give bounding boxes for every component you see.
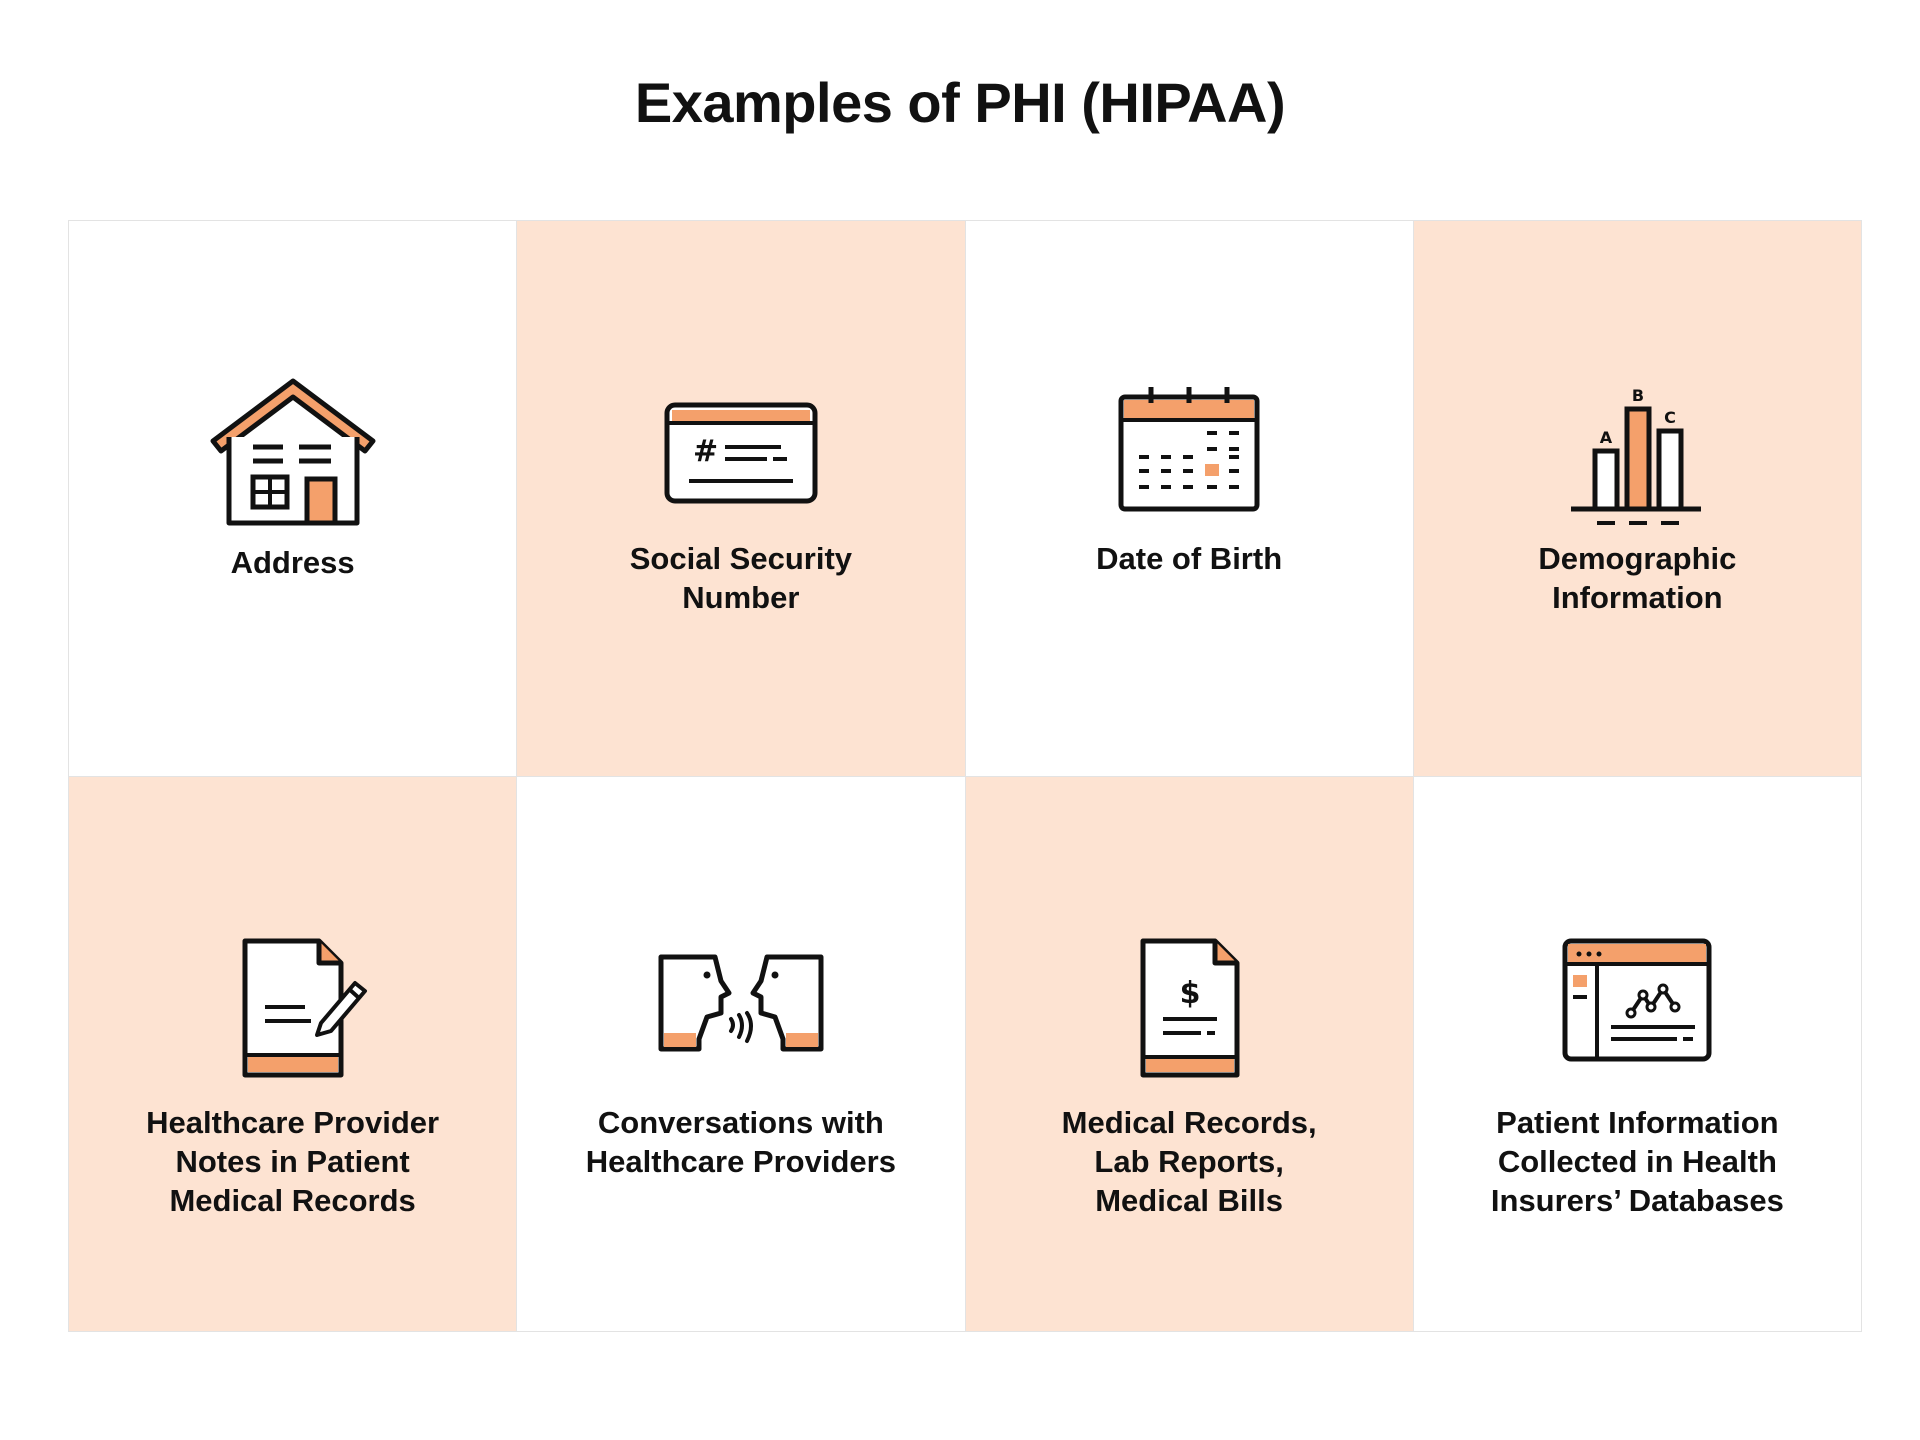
bar-label-a: A xyxy=(1600,428,1613,447)
phi-label: Address xyxy=(230,545,355,580)
phi-tile-demographic-information xyxy=(1414,221,1862,777)
phi-tile-healthcare-provider-notes xyxy=(69,777,517,1333)
database-window-icon xyxy=(1537,927,1737,1087)
phi-tile-conversations xyxy=(517,777,965,1333)
phi-label: Conversations with Healthcare Providers xyxy=(585,1104,896,1179)
phi-examples-grid xyxy=(68,220,1862,1332)
phi-label: Medical Records, Lab Reports, Medical Bills xyxy=(1061,1104,1317,1218)
conversation-heads-icon xyxy=(641,927,841,1087)
bar-chart-icon xyxy=(1537,371,1737,531)
phi-label: Healthcare Provider Notes in Patient Medical Records xyxy=(146,1104,440,1218)
calendar-icon xyxy=(1089,371,1289,531)
phi-tile-insurer-databases xyxy=(1414,777,1862,1333)
bar-label-c: C xyxy=(1664,408,1677,427)
phi-label: Date of Birth xyxy=(1096,541,1283,576)
phi-label: Demographic Information xyxy=(1538,541,1737,615)
svg-text:#: # xyxy=(692,434,719,469)
bill-document-icon xyxy=(1089,927,1289,1087)
phi-tile-address xyxy=(69,221,517,777)
page-title: Examples of PHI (HIPAA) xyxy=(634,71,1286,134)
house-icon xyxy=(193,371,393,531)
phi-tile-social-security-number xyxy=(517,221,965,777)
phi-tile-date-of-birth xyxy=(966,221,1414,777)
document-pencil-icon xyxy=(193,927,393,1087)
phi-label: Patient Information Collected in Health Insurers’ Databases xyxy=(1490,1104,1784,1218)
phi-label: Social Security Number xyxy=(629,541,853,615)
id-card-icon xyxy=(641,371,841,531)
dollar-sign: $ xyxy=(1179,975,1201,1011)
bar-label-b: B xyxy=(1632,386,1645,405)
phi-tile-medical-records xyxy=(966,777,1414,1333)
